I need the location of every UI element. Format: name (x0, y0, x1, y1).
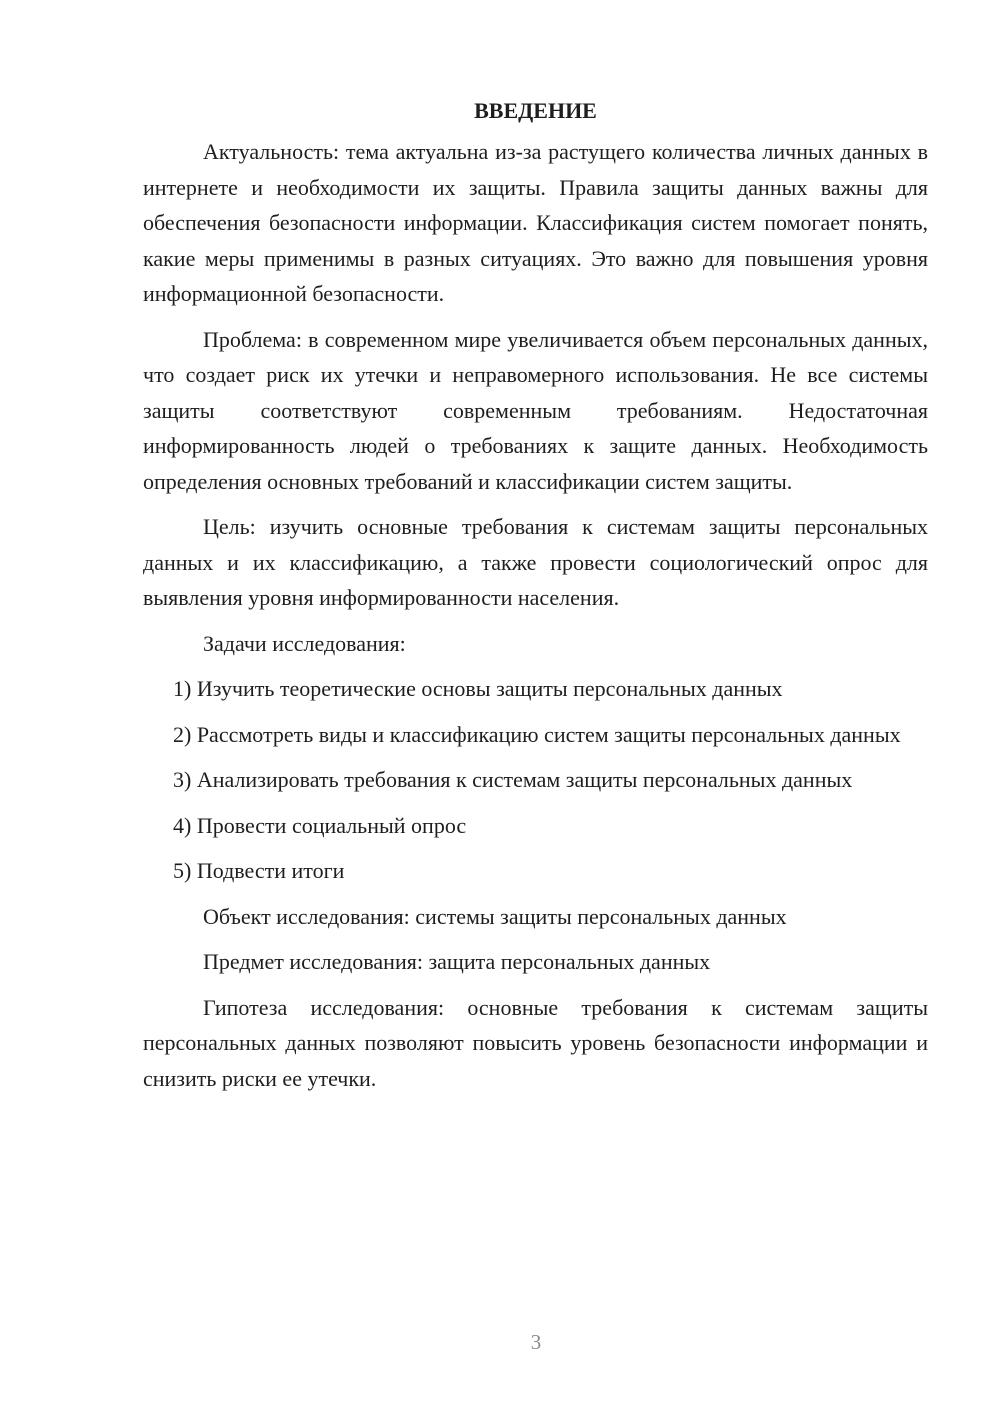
goal-paragraph: Цель: изучить основные требования к системам защиты персональных данных и их классификацию, а также провести социологический опрос для выявления уровня информированности населения. (143, 514, 928, 610)
relevance-paragraph: Актуальность: тема актуальна из-за растущего количества личных данных в интернете и необходимости их защиты. Правила защиты данных важны для обеспечения безопасности информации. Классификация систем помогает понять, какие меры применимы в разных ситуациях. Это важно для повышения уровня информационной безопасности. (143, 139, 928, 306)
research-subject: Предмет исследования: защита персональных данных (203, 949, 711, 974)
page-title: ВВЕДЕНИЕ (474, 98, 597, 123)
task-item: 1) Изучить теоретические основы защиты персональных данных (173, 676, 783, 701)
task-item: 2) Рассмотреть виды и классификацию систем защиты персональных данных (173, 721, 901, 747)
research-object: Объект исследования: системы защиты персональных данных (203, 903, 787, 929)
task-item: 5) Подвести итоги (173, 858, 345, 883)
task-item: 4) Провести социальный опрос (173, 812, 467, 838)
page-body (143, 93, 928, 1106)
page-number: 3 (530, 1330, 542, 1354)
task-item: 3) Анализировать требования к системам защиты персональных данных (173, 767, 853, 792)
hypothesis-paragraph: Гипотеза исследования: основные требования к системам защиты персональных данных позволяют повысить уровень безопасности информации и снизить риски ее утечки. (143, 994, 928, 1091)
problem-paragraph: Проблема: в современном мире увеличивается объем персональных данных, что создает риск их утечки и неправомерного использования. Не все системы защиты соответствуют современным требованиям. Недостаточная информированность людей о требованиях к защите данных. Необходимость определения основных требований и классификации систем защиты. (143, 326, 928, 494)
tasks-heading: Задачи исследования: (203, 630, 406, 656)
